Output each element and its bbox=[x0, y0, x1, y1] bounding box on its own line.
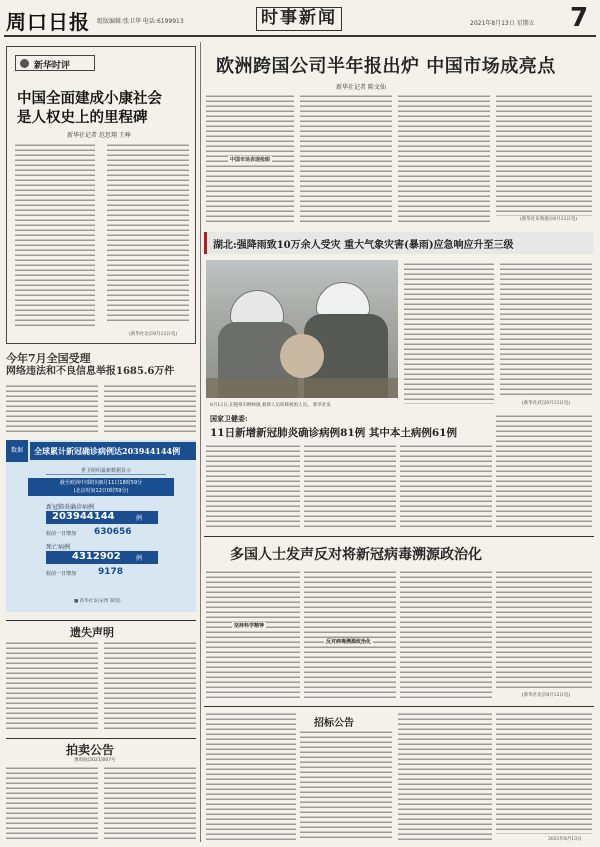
hubei-col-1 bbox=[404, 262, 494, 404]
europe-footer: (新华社布鲁塞尔8月12日电) bbox=[520, 217, 578, 222]
masthead-meta: 组版编辑:张卫华 电话:6199913 bbox=[97, 18, 184, 25]
europe-col-4 bbox=[496, 94, 592, 216]
hubei-caption: 8月12日,在随州市柳林镇,救援人员转移被困人员。 新华社发 bbox=[210, 403, 331, 408]
daily-deaths-label: 较前一日增加 bbox=[46, 571, 77, 577]
data-tag: 数据 bbox=[6, 440, 28, 462]
health-col-3 bbox=[400, 444, 492, 530]
lost-body-2 bbox=[104, 641, 196, 731]
hubei-headline-bar: 湖北:强降雨致10万余人受灾 重大气象灾害(暴雨)应急响应升至三级 bbox=[204, 232, 594, 254]
daily-value: 630656 bbox=[94, 527, 132, 537]
origin-section-b: 反对病毒溯源政治化 bbox=[326, 639, 372, 645]
commentary-body-2 bbox=[107, 143, 189, 323]
commentary-title-1: 中国全面建成小康社会 bbox=[17, 90, 162, 107]
notice-rule bbox=[204, 706, 594, 707]
rescuer-helmet-right bbox=[316, 282, 370, 316]
section-title: 时事新闻 bbox=[256, 7, 342, 31]
health-col-4 bbox=[496, 414, 592, 528]
europe-col-3 bbox=[398, 94, 490, 222]
commentary-box bbox=[6, 46, 196, 344]
origin-col-2 bbox=[304, 570, 396, 698]
covid-data-box bbox=[6, 440, 196, 612]
origin-footer: (新华社北京8月12日电) bbox=[522, 693, 571, 698]
europe-col-2 bbox=[300, 94, 392, 222]
covid-source: ■ 新华社发(宋博 制图) bbox=[74, 599, 121, 604]
deaths-value-box: 4312902 例 bbox=[46, 551, 158, 564]
commentary-footer: (新华社北京8月12日电) bbox=[129, 332, 178, 337]
europe-section-head: 中国市场表现抢眼 bbox=[230, 157, 271, 163]
europe-byline: 新华社记者 陈文仙 bbox=[336, 84, 386, 91]
auction-notice bbox=[6, 738, 196, 842]
commentary-title-2: 是人权史上的里程碑 bbox=[17, 109, 148, 126]
covid-title: 全球累计新冠确诊病例达203944144例 bbox=[30, 442, 196, 460]
hubei-col-2 bbox=[500, 262, 592, 398]
covid-cutoff: 截至欧洲中部时间8月11日18时59分 (北京时间12日0时59分) bbox=[28, 478, 174, 496]
daily-deaths-value: 9178 bbox=[98, 567, 124, 577]
notice-footer-date: 2021年8月13日 bbox=[548, 837, 582, 842]
commentary-byline: 新华社记者 范思翔 王峥 bbox=[67, 132, 131, 139]
invite-body bbox=[300, 730, 392, 840]
origin-headline: 多国人士发声反对将新冠病毒溯源政治化 bbox=[230, 547, 482, 563]
rescued-person bbox=[280, 334, 324, 378]
masthead bbox=[0, 0, 600, 38]
lost-notice bbox=[6, 620, 196, 734]
column-divider bbox=[200, 42, 201, 842]
confirmed-label: 新冠肺炎确诊病例 bbox=[46, 504, 95, 511]
report-body-1 bbox=[6, 384, 98, 432]
commentary-tag: 新华时评 bbox=[15, 55, 95, 71]
origin-col-1 bbox=[206, 570, 300, 698]
lost-title: 遗失声明 bbox=[70, 626, 114, 639]
report-body-2 bbox=[104, 384, 196, 432]
page-number: 7 bbox=[570, 3, 589, 33]
europe-headline: 欧洲跨国公司半年报出炉 中国市场成亮点 bbox=[216, 56, 556, 77]
auction-title: 拍卖公告 bbox=[66, 743, 115, 757]
rescuer-helmet-left bbox=[230, 290, 284, 324]
health-col-1 bbox=[206, 444, 300, 530]
commentary-body bbox=[15, 143, 95, 329]
hubei-photo bbox=[206, 260, 398, 398]
origin-col-3 bbox=[400, 570, 492, 698]
health-prefix: 国家卫健委: bbox=[210, 414, 248, 423]
flood-water bbox=[206, 378, 398, 398]
daily-label: 较前一日增加 bbox=[46, 531, 77, 537]
notice-col-3 bbox=[398, 712, 492, 842]
auction-body-2 bbox=[104, 766, 196, 840]
page-date: 2021年8月13日 星期五 bbox=[470, 20, 535, 27]
origin-section-a: 坚持科学精神 bbox=[234, 623, 265, 629]
hubei-footer: (新华社武汉8月12日电) bbox=[522, 401, 571, 406]
invite-title: 招标公告 bbox=[314, 718, 354, 729]
xinhua-icon bbox=[20, 59, 29, 68]
auction-body-1 bbox=[6, 766, 98, 840]
report-headline: 今年7月全国受理 网络违法和不良信息举报1685.6万件 bbox=[6, 352, 175, 377]
covid-subtitle: 世卫组织最新数据显示 bbox=[46, 467, 166, 475]
logo: 周口日报 bbox=[6, 10, 90, 34]
health-col-2 bbox=[304, 444, 396, 530]
lost-body-1 bbox=[6, 641, 98, 731]
invite-box bbox=[300, 712, 392, 842]
origin-col-4 bbox=[496, 570, 592, 690]
bottom-rule bbox=[204, 536, 594, 537]
masthead-rule bbox=[4, 35, 596, 37]
deaths-label: 死亡病例 bbox=[46, 544, 71, 551]
health-headline: 11日新增新冠肺炎确诊病例81例 其中本土病例61例 bbox=[210, 427, 457, 439]
confirmed-value-box: 203944144 例 bbox=[46, 511, 158, 524]
notice-col-4 bbox=[496, 712, 592, 834]
notice-col-1 bbox=[206, 712, 296, 842]
auction-number: 豫周拍[2021]007号 bbox=[74, 758, 116, 763]
